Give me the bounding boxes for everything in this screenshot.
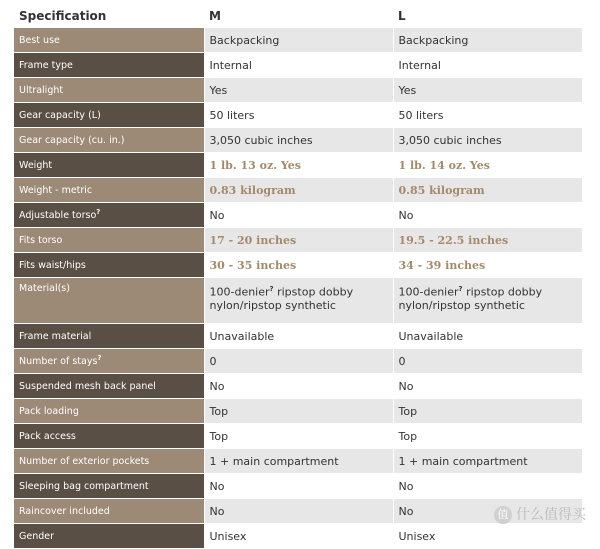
value-cell-l bbox=[393, 128, 582, 153]
table-row bbox=[14, 374, 582, 399]
row-label-cell bbox=[14, 28, 204, 53]
help-icon[interactable]: ? bbox=[96, 208, 101, 217]
row-label: Best use bbox=[19, 34, 60, 46]
value-text: ripstop dobby nylon/ripstop synthetic bbox=[398, 285, 543, 312]
value-cell-m bbox=[204, 203, 393, 228]
value-text: 0 bbox=[398, 354, 406, 368]
value-cell-m bbox=[204, 128, 393, 153]
row-label: Pack access bbox=[19, 430, 76, 442]
value-cell-l bbox=[393, 253, 582, 278]
value-text: No bbox=[209, 379, 225, 393]
row-label: Weight bbox=[19, 159, 53, 171]
value-cell-m bbox=[204, 474, 393, 499]
value-text: 1 + main compartment bbox=[398, 454, 528, 468]
value-cell-l bbox=[393, 324, 582, 349]
value-text: Top bbox=[398, 404, 418, 418]
row-label-cell bbox=[14, 399, 204, 424]
table-row bbox=[14, 153, 582, 178]
table-row bbox=[14, 53, 582, 78]
row-label-cell bbox=[14, 53, 204, 78]
row-label-cell bbox=[14, 278, 204, 324]
row-label-cell bbox=[14, 153, 204, 178]
value-text: Yes bbox=[398, 83, 417, 97]
watermark-logo-icon: 值 bbox=[494, 506, 512, 524]
value-text: No bbox=[398, 208, 414, 222]
value-text: 0.85 kilogram bbox=[398, 183, 485, 197]
value-text: 34 - 39 inches bbox=[398, 258, 486, 272]
value-text: No bbox=[209, 479, 225, 493]
value-text: 1 lb. 13 oz. Yes bbox=[209, 158, 301, 172]
help-icon[interactable]: ? bbox=[97, 354, 102, 363]
watermark-text: 什么值得买 bbox=[516, 507, 586, 523]
table-row bbox=[14, 349, 582, 374]
row-label-cell bbox=[14, 203, 204, 228]
value-text: Yes bbox=[209, 83, 228, 97]
watermark bbox=[494, 504, 586, 524]
row-label-cell bbox=[14, 449, 204, 474]
value-text: No bbox=[398, 379, 414, 393]
value-cell-l bbox=[393, 78, 582, 103]
row-label-cell bbox=[14, 178, 204, 203]
header-size-m: M bbox=[204, 4, 393, 28]
table-body bbox=[14, 28, 582, 549]
value-cell-l bbox=[393, 103, 582, 128]
value-cell-m bbox=[204, 349, 393, 374]
value-cell-l bbox=[393, 449, 582, 474]
row-label-cell bbox=[14, 474, 204, 499]
value-text: 100-denier bbox=[209, 285, 270, 299]
value-text: No bbox=[209, 504, 225, 518]
value-text: 1 lb. 14 oz. Yes bbox=[398, 158, 490, 172]
value-cell-l bbox=[393, 524, 582, 549]
header-size-l: L bbox=[393, 4, 582, 28]
value-cell-l bbox=[393, 474, 582, 499]
row-label: Weight - metric bbox=[19, 184, 93, 196]
table-row bbox=[14, 28, 582, 53]
row-label: Suspended mesh back panel bbox=[19, 380, 156, 392]
value-cell-m bbox=[204, 178, 393, 203]
table-row bbox=[14, 424, 582, 449]
row-label: Frame material bbox=[19, 330, 92, 342]
value-text: 0 bbox=[209, 354, 217, 368]
value-cell-m bbox=[204, 399, 393, 424]
row-label-cell bbox=[14, 524, 204, 549]
row-label-cell bbox=[14, 253, 204, 278]
value-cell-l bbox=[393, 399, 582, 424]
value-cell-l bbox=[393, 153, 582, 178]
table-row bbox=[14, 449, 582, 474]
table-row bbox=[14, 474, 582, 499]
value-cell-l bbox=[393, 178, 582, 203]
value-text: Unisex bbox=[209, 529, 247, 543]
row-label: Raincover included bbox=[19, 505, 110, 517]
header-row bbox=[14, 4, 582, 28]
table-row bbox=[14, 78, 582, 103]
value-cell-m bbox=[204, 53, 393, 78]
row-label: Gear capacity (L) bbox=[19, 109, 101, 121]
value-text: 50 liters bbox=[209, 108, 255, 122]
value-text: Internal bbox=[209, 58, 252, 72]
row-label-cell bbox=[14, 128, 204, 153]
row-label: Sleeping bag compartment bbox=[19, 480, 149, 492]
table-row bbox=[14, 278, 582, 324]
row-label: Number of stays bbox=[19, 356, 98, 368]
table-row bbox=[14, 103, 582, 128]
value-text: Backpacking bbox=[398, 33, 469, 47]
row-label-cell bbox=[14, 499, 204, 524]
value-text: 19.5 - 22.5 inches bbox=[398, 233, 509, 247]
row-label-cell bbox=[14, 78, 204, 103]
table-row bbox=[14, 178, 582, 203]
table-row bbox=[14, 524, 582, 549]
row-label: Fits waist/hips bbox=[19, 259, 86, 271]
value-text: No bbox=[398, 479, 414, 493]
table-row bbox=[14, 253, 582, 278]
value-text: Top bbox=[209, 404, 229, 418]
value-text: 1 + main compartment bbox=[209, 454, 339, 468]
value-cell-l bbox=[393, 28, 582, 53]
value-cell-m bbox=[204, 28, 393, 53]
table-row bbox=[14, 228, 582, 253]
value-text: Unisex bbox=[398, 529, 436, 543]
table-row bbox=[14, 399, 582, 424]
value-text: 17 - 20 inches bbox=[209, 233, 297, 247]
value-text: Backpacking bbox=[209, 33, 280, 47]
row-label-cell bbox=[14, 103, 204, 128]
value-text: Unavailable bbox=[209, 329, 275, 343]
value-cell-l bbox=[393, 203, 582, 228]
help-icon[interactable]: ? bbox=[269, 285, 274, 293]
value-text: Top bbox=[209, 429, 229, 443]
value-text: 0.83 kilogram bbox=[209, 183, 296, 197]
value-text: Unavailable bbox=[398, 329, 464, 343]
value-cell-l bbox=[393, 349, 582, 374]
row-label-cell bbox=[14, 424, 204, 449]
value-cell-l bbox=[393, 424, 582, 449]
value-cell-l bbox=[393, 228, 582, 253]
header-specification: Specification bbox=[14, 4, 204, 28]
value-text: Internal bbox=[398, 58, 441, 72]
row-label: Fits torso bbox=[19, 234, 63, 246]
row-label: Gender bbox=[19, 530, 55, 542]
row-label: Gear capacity (cu. in.) bbox=[19, 134, 125, 146]
value-text: 50 liters bbox=[398, 108, 444, 122]
value-text: Top bbox=[398, 429, 418, 443]
table-row bbox=[14, 324, 582, 349]
value-text: No bbox=[209, 208, 225, 222]
row-label-cell bbox=[14, 228, 204, 253]
value-text: 100-denier bbox=[398, 285, 459, 299]
value-cell-m bbox=[204, 449, 393, 474]
value-text: 3,050 cubic inches bbox=[398, 133, 502, 147]
value-cell-m bbox=[204, 374, 393, 399]
value-text: ripstop dobby nylon/ripstop synthetic bbox=[209, 285, 354, 312]
row-label: Number of exterior pockets bbox=[19, 455, 150, 467]
value-cell-m bbox=[204, 228, 393, 253]
value-cell-l bbox=[393, 278, 582, 324]
row-label-cell bbox=[14, 374, 204, 399]
value-cell-m bbox=[204, 278, 393, 324]
table-row bbox=[14, 203, 582, 228]
row-label: Pack loading bbox=[19, 405, 79, 417]
row-label: Frame type bbox=[19, 59, 73, 71]
row-label: Material(s) bbox=[19, 283, 70, 294]
value-text: No bbox=[398, 504, 414, 518]
row-label: Ultralight bbox=[19, 84, 64, 96]
value-cell-m bbox=[204, 78, 393, 103]
value-cell-m bbox=[204, 524, 393, 549]
value-cell-l bbox=[393, 53, 582, 78]
row-label-cell bbox=[14, 324, 204, 349]
specification-table bbox=[14, 4, 583, 549]
value-cell-l bbox=[393, 374, 582, 399]
help-icon[interactable]: ? bbox=[458, 285, 463, 293]
value-cell-m bbox=[204, 499, 393, 524]
value-text: 3,050 cubic inches bbox=[209, 133, 313, 147]
value-cell-m bbox=[204, 153, 393, 178]
value-cell-m bbox=[204, 324, 393, 349]
table-row bbox=[14, 128, 582, 153]
row-label: Adjustable torso bbox=[19, 210, 97, 222]
value-text: 30 - 35 inches bbox=[209, 258, 297, 272]
value-cell-m bbox=[204, 424, 393, 449]
value-cell-m bbox=[204, 103, 393, 128]
value-cell-m bbox=[204, 253, 393, 278]
row-label-cell bbox=[14, 349, 204, 374]
